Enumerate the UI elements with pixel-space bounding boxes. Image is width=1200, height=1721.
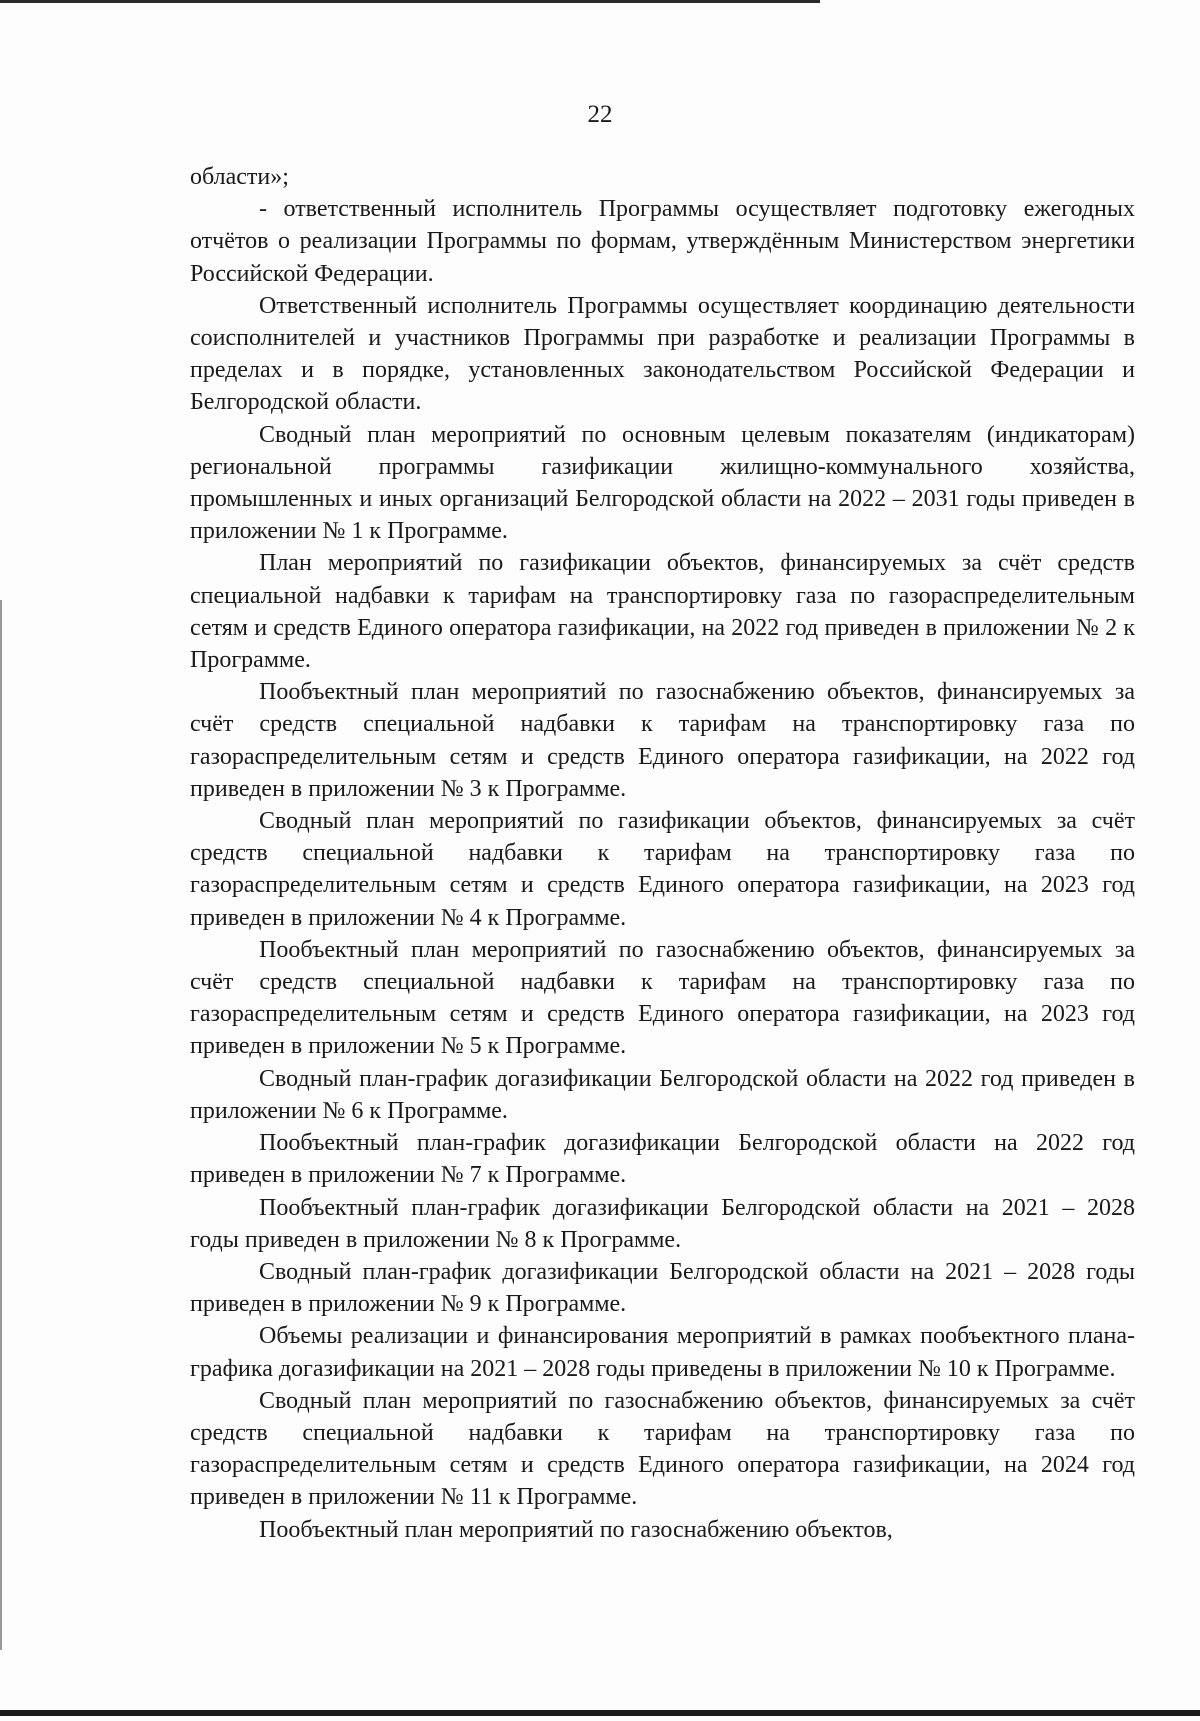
scan-edge-left <box>0 600 2 1650</box>
page-number: 22 <box>587 101 613 128</box>
paragraph: Сводный план мероприятий по газификации объектов, финансируемых за счёт средств специальной надбавки к тарифам на транспортировку газа по газораспределительным сетям и средств Единого оператора газификации, на 2023 год приведен в приложении № 4 к Программе. <box>190 808 1135 931</box>
paragraph: Объемы реализации и финансирования мероприятий в рамках пообъектного плана-графика догазификации на 2021 – 2028 годы приведены в приложении № 10 к Программе. <box>190 1323 1135 1382</box>
scan-edge-top <box>0 0 820 3</box>
paragraph: Сводный план-график догазификации Белгородской области на 2021 – 2028 годы приведен в приложении № 9 к Программе. <box>190 1258 1135 1318</box>
paragraph: области»; <box>190 164 289 190</box>
paragraph: Пообъектный план-график догазификации Белгородской области на 2021 – 2028 годы приведен в приложении № 8 к Программе. <box>190 1194 1135 1253</box>
scan-edge-bottom <box>0 1710 1200 1716</box>
paragraph: Сводный план мероприятий по газоснабжению объектов, финансируемых за счёт средств специальной надбавки к тарифам на транспортировку газа по газораспределительным сетям и средств Единого оператора газификации, на 2024 год приведен в приложении № 11 к Программе. <box>190 1387 1135 1511</box>
paragraph: Пообъектный план мероприятий по газоснабжению объектов, финансируемых за счёт средств специальной надбавки к тарифам на транспортировку газа по газораспределительным сетям и средств Единого оператора газификации, на 2022 год приведен в приложении № 3 к Программе. <box>190 679 1135 802</box>
paragraph: Ответственный исполнитель Программы осуществляет координацию деятельности соисполнителей и участников Программы при разработке и реализации Программы в пределах и в порядке, установленных законодательством Российской Федерации и Белгородской области. <box>190 292 1135 416</box>
paragraph: Пообъектный план мероприятий по газоснабжению объектов, финансируемых за счёт средств специальной надбавки к тарифам на транспортировку газа по газораспределительным сетям и средств Единого оператора газификации, на 2023 год приведен в приложении № 5 к Программе. <box>190 936 1135 1060</box>
paragraph: Пообъектный план мероприятий по газоснабжению объектов, <box>259 1516 893 1543</box>
paragraph: Сводный план-график догазификации Белгородской области на 2022 год приведен в приложении № 6 к Программе. <box>190 1065 1135 1124</box>
paragraph: Сводный план мероприятий по основным целевым показателям (индикаторам) региональной программы газификации жилищно-коммунального хозяйства, промышленных и иных организаций Белгородской области на 2022 – 2031 годы приведен в приложении № 1 к Программе. <box>190 421 1135 545</box>
paragraph: План мероприятий по газификации объектов, финансируемых за счёт средств специальной надбавки к тарифам на транспортировку газа по газораспределительным сетям и средств Единого оператора газификации, на 2022 год приведен в приложении № 2 к Программе. <box>190 550 1135 674</box>
paragraph: Пообъектный план-график догазификации Белгородской области на 2022 год приведен в приложении № 7 к Программе. <box>190 1130 1135 1189</box>
paragraph: - ответственный исполнитель Программы осуществляет подготовку ежегодных отчётов о реализации Программы по формам, утверждённым Министерством энергетики Российской Федерации. <box>190 196 1135 287</box>
document-body <box>190 161 1135 1546</box>
